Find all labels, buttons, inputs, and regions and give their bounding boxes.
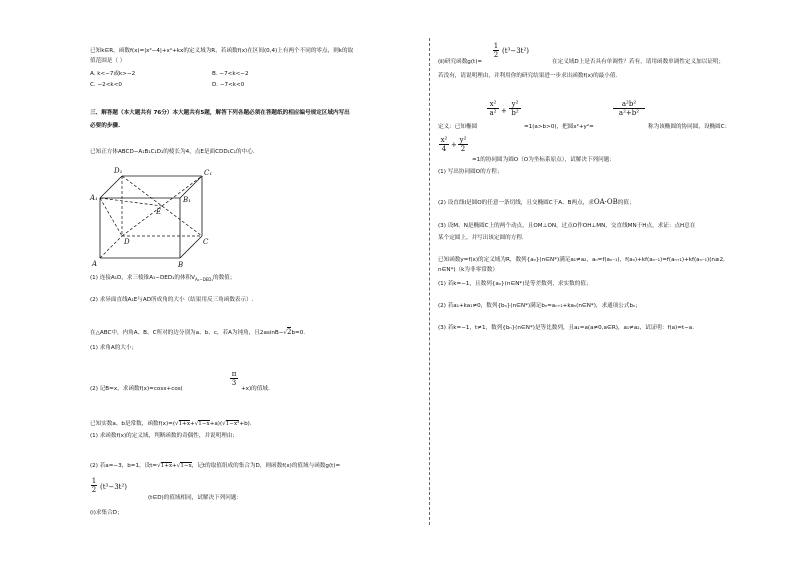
- option-c: C. −2<k<0: [90, 82, 122, 88]
- ellipse-part-3-line-2: 某个定圆上，并写出该定圆的方程.: [438, 235, 524, 241]
- r1-fraction-denominator: 2: [493, 51, 499, 59]
- ellipse-part-3-line-1: (3) 设M、N是椭圆C上的两个动点，且OM⊥ON，过点O作OH⊥MN，交直线MN于H点，求证：点H总在: [438, 223, 696, 229]
- segment-a1-d: [100, 198, 122, 236]
- q3-sqrt-3-radicand: 1−x²: [225, 421, 240, 427]
- q3-part-2-c: (t∈D)的值域相同，试解决下列问题：: [148, 495, 243, 501]
- prev-question-line-2: 值范围是（ ）: [90, 58, 126, 64]
- q2-fraction: [229, 370, 239, 387]
- ellipse-frac-x-num: x²: [489, 100, 497, 108]
- ellipse-part-2-vector: OA·OB: [593, 198, 618, 206]
- ellipse-frac-y-num: y²: [511, 100, 519, 108]
- ellipse-frac-x: [486, 100, 500, 117]
- q3-sqrt-3: √1−x²: [222, 421, 240, 427]
- r1-fraction: [492, 42, 500, 59]
- q1-part-1-tail: 的数值；: [212, 275, 236, 281]
- cube-diagram: [86, 162, 218, 270]
- q3-sqrt-1-radicand: 1+x: [178, 421, 191, 427]
- ellipse-c-plus: +: [451, 141, 457, 149]
- label-c: C: [203, 238, 209, 246]
- edge-b-c: [180, 236, 202, 258]
- sequence-part-2: (2) 若a₁+ka₁≠0，数列{bₙ}(n∈N*)满足bₙ=aₙ₊₁+kaₙ(n∈N*)，求通项公式bₙ；: [438, 303, 641, 309]
- q3-part-2-plus: +: [172, 463, 177, 469]
- q3-fraction-tail: (t³−3t²): [100, 483, 128, 491]
- ellipse-def-c: 称为该椭圆的协同圆，设椭圆C：: [648, 124, 731, 130]
- cube-figure: [86, 162, 218, 274]
- ellipse-frac-y: [508, 100, 522, 117]
- hidden-edge-a-d: [100, 236, 122, 258]
- ellipse-def-a: 定义：已知椭圆: [438, 124, 478, 130]
- r1-fraction-numerator: 1: [493, 42, 499, 50]
- ellipse-frac-y-den: b²: [511, 109, 519, 117]
- ellipse-part-2-tail: 的值；: [617, 200, 635, 206]
- ellipse-c-frac-y-den: 2: [460, 145, 466, 153]
- q1-part-1-text: (1) 连接A₁D，求三棱锥A₁−DED₁的体积V: [90, 275, 195, 281]
- r2: 若没有，请说明理由，并利用你的研究结果进一步求出函数f(x)的最小值.: [438, 73, 618, 79]
- q2-stem-tail: b=0.: [291, 330, 306, 336]
- ellipse-c-frac-x-num: x²: [440, 136, 448, 144]
- q2-part-2-a: (2) 记B=x，求函数f(x)=cosx+cos(: [90, 386, 183, 392]
- ellipse-circle-frac: [612, 100, 646, 117]
- label-a1: A₁: [90, 194, 98, 202]
- q2-stem: [90, 329, 305, 337]
- q2-part-2-b: +x)的值域.: [241, 386, 270, 392]
- q3-sqrt-2-radicand: 1−x: [198, 421, 210, 427]
- label-a: A: [92, 260, 98, 268]
- ellipse-def-b: =1(a>b>0)，把圆x²+y²=: [524, 124, 594, 130]
- q3-fraction: [90, 477, 98, 494]
- q3-sqrt-2: √1−x: [194, 421, 210, 427]
- q1-part-1-subscript: A₁−DED₁: [195, 277, 213, 283]
- q3-fraction-numerator: 1: [91, 477, 97, 485]
- ellipse-part-2: [438, 199, 635, 207]
- q3-stem: [90, 421, 252, 428]
- label-d: D: [124, 238, 130, 246]
- ellipse-plus: +: [501, 107, 507, 115]
- q3-part-2-sqrt-2-radicand: 1−x: [180, 463, 192, 469]
- q2-fraction-numerator: π: [231, 370, 237, 378]
- q2-part-1: (1) 求角A的大小；: [90, 345, 138, 351]
- label-e: E: [156, 208, 162, 216]
- q3-fraction-denominator: 2: [91, 486, 97, 494]
- label-b: B: [178, 261, 184, 269]
- r1-start: (ⅱ)研究函数g(t)=: [438, 59, 483, 65]
- q3-plus: +: [190, 421, 195, 427]
- q3-part-2-text: (2) 若a=−3，b=1，设t=: [90, 463, 158, 469]
- section-title: 三、解答题（本大题共有 76分）本大题共有5题，解答下列各题必须在答题纸的相应编号规定区域内写出: [90, 110, 350, 116]
- r1-end: 在定义域D上是否具有单调性？若有，请用函数单调性定义加以证明；: [552, 59, 725, 65]
- q1-part-2: (2) 求异面直线A₁E与AD所成角的大小（结果用反三角函数表示）.: [90, 297, 254, 303]
- ellipse-circle-frac-num: a²b²: [621, 100, 637, 108]
- sequence-stem-2: n∈N*)（k为非零常数）: [438, 267, 498, 273]
- q2-sqrt-radicand: 2: [286, 328, 292, 336]
- q3-part-2-i: (ⅰ)求集合D；: [90, 510, 123, 516]
- ellipse-c-frac-x-den: 4: [441, 145, 447, 153]
- q3-part-2-sqrt-2: √1−x: [176, 463, 192, 469]
- q2-fraction-denominator: 3: [231, 379, 237, 387]
- section-title-continued: 必要的步骤.: [90, 123, 121, 129]
- q3-end: +b).: [239, 421, 252, 427]
- q3-sqrt-1: √1+x: [175, 421, 191, 427]
- ellipse-c-frac-y: [457, 136, 469, 153]
- ellipse-c-frac-y-num: y²: [459, 136, 467, 144]
- segment-a1-e: [100, 198, 162, 206]
- ellipse-def-d: =1的协同圆为圆O（O为坐标系原点），试解决下列问题：: [472, 157, 615, 163]
- q3-mid: +a)(: [209, 421, 223, 427]
- q3-part-1: (1) 求函数f(x)的定义域，判断函数的奇偶性，并说明理由；: [90, 433, 239, 439]
- q3-part-2: [90, 463, 340, 470]
- ellipse-circle-frac-den: a²+b²: [618, 109, 640, 117]
- q3-stem-text: 已知实数a、b是常数，函数f(x)=(: [90, 421, 176, 427]
- option-b: B. −7<k<−2: [212, 71, 249, 77]
- prev-question-line-1: 已知k∈R，函数f(x)=|x²−4|+x²+kx的定义域为R，若函数f(x)在区间(0,4)上有两个不同的零点，则k的取: [90, 48, 354, 54]
- column-divider: [429, 38, 430, 525]
- ellipse-part-1: (1) 写出协同圆O的方程；: [438, 169, 503, 175]
- ellipse-c-frac-x: [438, 136, 450, 153]
- option-a: A. k<−7或k>−2: [90, 71, 136, 77]
- q3-part-2-sqrt-1: √1+x: [157, 463, 173, 469]
- ellipse-frac-x-den: a²: [489, 109, 497, 117]
- q3-part-2-text-b: ，记t的取值组成的集合为D，则函数f(x)的值域与函数g(t)=: [191, 463, 341, 469]
- q1-part-1: [90, 275, 235, 283]
- q2-sqrt: √2: [283, 328, 292, 336]
- q3-part-2-sqrt-1-radicand: 1+x: [160, 463, 173, 469]
- sequence-part-3: (3) 若k=−1，t≠1，数列{bₙ}(n∈N*)是等比数列，且a₁=a(a≠0,a∈R)，a₁≠a₂，试证明：f(a)=t−a.: [438, 325, 695, 331]
- edge-a1-d1: [100, 176, 122, 198]
- label-d1: D₁: [114, 167, 123, 175]
- sequence-stem-1: 已知函数y=f(x)的定义域为R，数列{aₙ}(n∈N*)满足a₁≠a₂，aₙ=f(aₙ₋₁)，f(aₙ)+kf(aₙ₋₁)=f(aₙ₊₁)+kf(aₙ₋₁)(n≥2,: [438, 257, 725, 263]
- r1-fraction-tail: (t³−3t²): [502, 47, 530, 55]
- ellipse-part-2-text: (2) 设直线l是圆O的任意一条切线，且交椭圆C于A、B两点，求: [438, 200, 594, 206]
- label-c1: C₁: [204, 169, 213, 177]
- sequence-part-1: (1) 若k=−1，且数列{aₙ}(n∈N*)是等差数列，求实数的值；: [438, 281, 592, 287]
- q1-stem: 已知正方体ABCD−A₁B₁C₁D₁的棱长为4，点E是面CDD₁C₁的中心.: [90, 149, 255, 155]
- option-d: D. −7<k<0: [212, 82, 245, 88]
- q2-stem-text: 在△ABC中，内角A、B、C所对的边分别为a、b、c，若A为钝角，且2asinB−: [90, 330, 284, 336]
- edge-b1-c1: [180, 176, 202, 198]
- label-b1: B₁: [183, 196, 191, 204]
